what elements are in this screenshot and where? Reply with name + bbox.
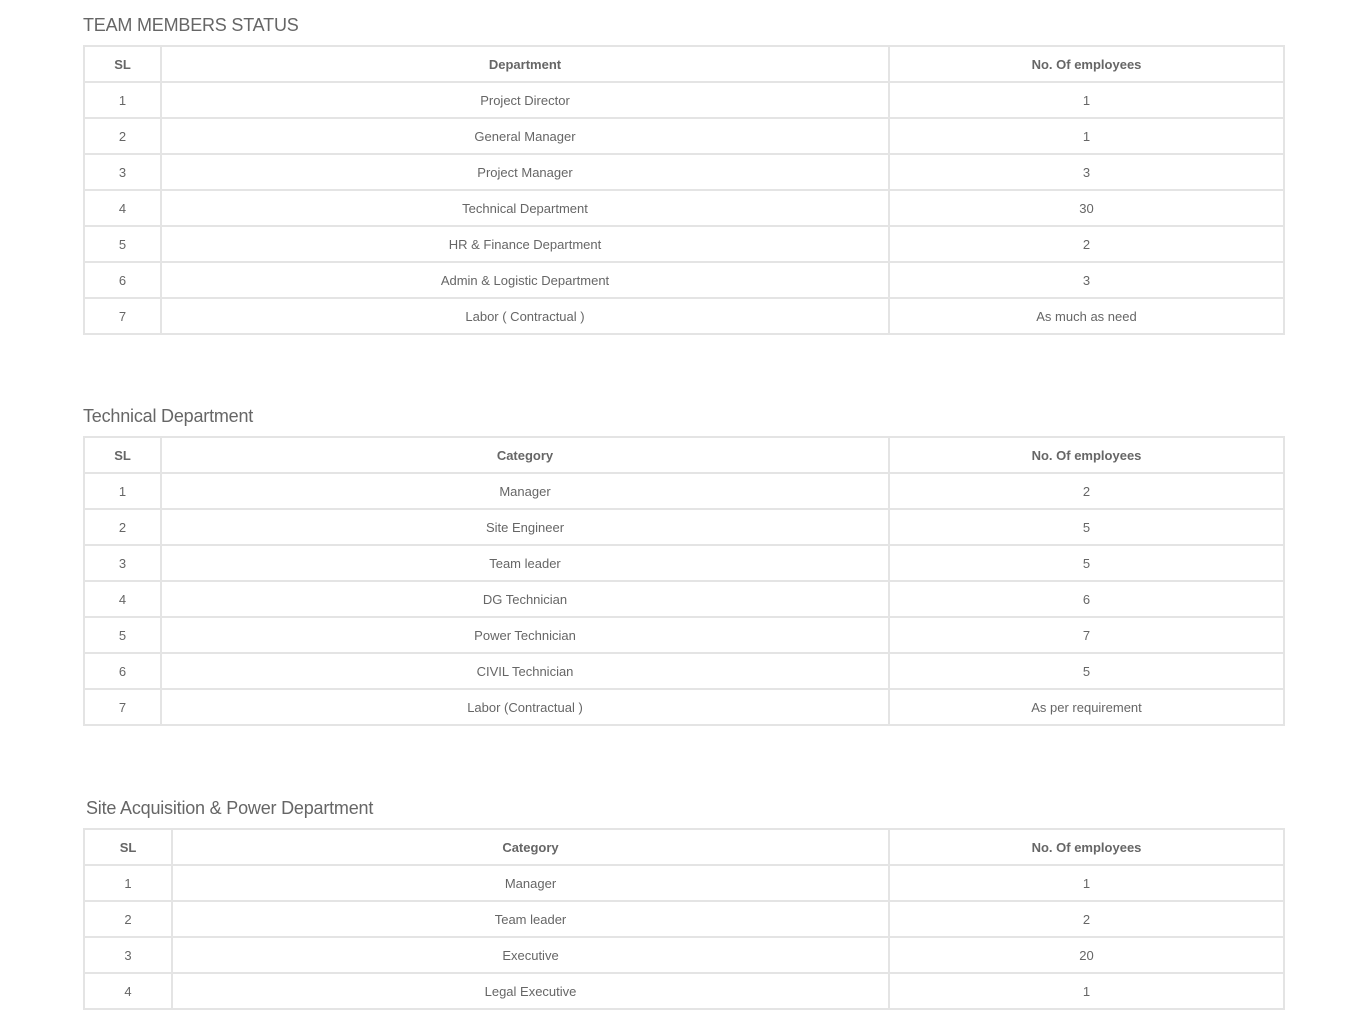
cell-department: Project Manager bbox=[161, 154, 889, 190]
cell-category: Legal Executive bbox=[172, 973, 889, 1009]
table-row bbox=[84, 937, 1284, 973]
cell-category: Power Technician bbox=[161, 617, 889, 653]
header-employees: No. Of employees bbox=[889, 46, 1284, 82]
team-members-table bbox=[83, 45, 1285, 335]
cell-department: Technical Department bbox=[161, 190, 889, 226]
table-row bbox=[84, 865, 1284, 901]
table-row bbox=[84, 617, 1284, 653]
cell-department: General Manager bbox=[161, 118, 889, 154]
team-members-section bbox=[83, 12, 1283, 335]
cell-sl: 4 bbox=[84, 973, 172, 1009]
header-employees: No. Of employees bbox=[889, 829, 1284, 865]
cell-sl: 1 bbox=[84, 82, 161, 118]
cell-employees: As per requirement bbox=[889, 689, 1284, 725]
header-department: Department bbox=[161, 46, 889, 82]
table-row bbox=[84, 298, 1284, 334]
table-row bbox=[84, 653, 1284, 689]
cell-category: CIVIL Technician bbox=[161, 653, 889, 689]
header-sl: SL bbox=[84, 829, 172, 865]
table-header-row bbox=[84, 46, 1284, 82]
header-employees: No. Of employees bbox=[889, 437, 1284, 473]
cell-employees: 3 bbox=[889, 154, 1284, 190]
table-row bbox=[84, 973, 1284, 1009]
cell-sl: 2 bbox=[84, 901, 172, 937]
header-sl: SL bbox=[84, 437, 161, 473]
table-header-row bbox=[84, 829, 1284, 865]
cell-category: Team leader bbox=[161, 545, 889, 581]
cell-category: Manager bbox=[172, 865, 889, 901]
cell-sl: 6 bbox=[84, 262, 161, 298]
cell-category: DG Technician bbox=[161, 581, 889, 617]
site-acquisition-section bbox=[83, 795, 1283, 1010]
table-row bbox=[84, 82, 1284, 118]
cell-employees: 20 bbox=[889, 937, 1284, 973]
table-row bbox=[84, 901, 1284, 937]
cell-employees: 5 bbox=[889, 545, 1284, 581]
cell-employees: 7 bbox=[889, 617, 1284, 653]
cell-sl: 1 bbox=[84, 865, 172, 901]
cell-employees: 5 bbox=[889, 653, 1284, 689]
cell-sl: 6 bbox=[84, 653, 161, 689]
cell-sl: 3 bbox=[84, 154, 161, 190]
table-row bbox=[84, 262, 1284, 298]
table-row bbox=[84, 545, 1284, 581]
cell-sl: 4 bbox=[84, 581, 161, 617]
section-title: Technical Department bbox=[83, 406, 254, 426]
cell-employees: 1 bbox=[889, 973, 1284, 1009]
cell-employees: 30 bbox=[889, 190, 1284, 226]
table-row bbox=[84, 581, 1284, 617]
cell-department: Labor ( Contractual ) bbox=[161, 298, 889, 334]
table-row bbox=[84, 190, 1284, 226]
cell-employees: 3 bbox=[889, 262, 1284, 298]
cell-sl: 1 bbox=[84, 473, 161, 509]
cell-category: Labor (Contractual ) bbox=[161, 689, 889, 725]
cell-employees: 2 bbox=[889, 473, 1284, 509]
cell-employees: 6 bbox=[889, 581, 1284, 617]
site-acquisition-table bbox=[83, 828, 1285, 1010]
cell-category: Manager bbox=[161, 473, 889, 509]
cell-employees: 1 bbox=[889, 118, 1284, 154]
section-title: TEAM MEMBERS STATUS bbox=[83, 15, 299, 35]
cell-sl: 5 bbox=[84, 617, 161, 653]
cell-category: Team leader bbox=[172, 901, 889, 937]
table-row bbox=[84, 154, 1284, 190]
table-row bbox=[84, 473, 1284, 509]
cell-sl: 2 bbox=[84, 509, 161, 545]
cell-sl: 4 bbox=[84, 190, 161, 226]
header-category: Category bbox=[161, 437, 889, 473]
table-row bbox=[84, 226, 1284, 262]
header-sl: SL bbox=[84, 46, 161, 82]
cell-department: HR & Finance Department bbox=[161, 226, 889, 262]
cell-employees: 5 bbox=[889, 509, 1284, 545]
cell-sl: 7 bbox=[84, 689, 161, 725]
cell-employees: 2 bbox=[889, 226, 1284, 262]
cell-sl: 2 bbox=[84, 118, 161, 154]
cell-category: Executive bbox=[172, 937, 889, 973]
cell-employees: 2 bbox=[889, 901, 1284, 937]
cell-employees: 1 bbox=[889, 865, 1284, 901]
cell-sl: 5 bbox=[84, 226, 161, 262]
cell-department: Project Director bbox=[161, 82, 889, 118]
table-row bbox=[84, 118, 1284, 154]
table-row bbox=[84, 689, 1284, 725]
header-category: Category bbox=[172, 829, 889, 865]
cell-employees: As much as need bbox=[889, 298, 1284, 334]
technical-section bbox=[83, 403, 1283, 726]
section-title: Site Acquisition & Power Department bbox=[86, 798, 374, 818]
cell-sl: 3 bbox=[84, 545, 161, 581]
technical-table bbox=[83, 436, 1285, 726]
table-row bbox=[84, 509, 1284, 545]
cell-employees: 1 bbox=[889, 82, 1284, 118]
cell-category: Site Engineer bbox=[161, 509, 889, 545]
table-header-row bbox=[84, 437, 1284, 473]
cell-sl: 7 bbox=[84, 298, 161, 334]
cell-sl: 3 bbox=[84, 937, 172, 973]
cell-department: Admin & Logistic Department bbox=[161, 262, 889, 298]
